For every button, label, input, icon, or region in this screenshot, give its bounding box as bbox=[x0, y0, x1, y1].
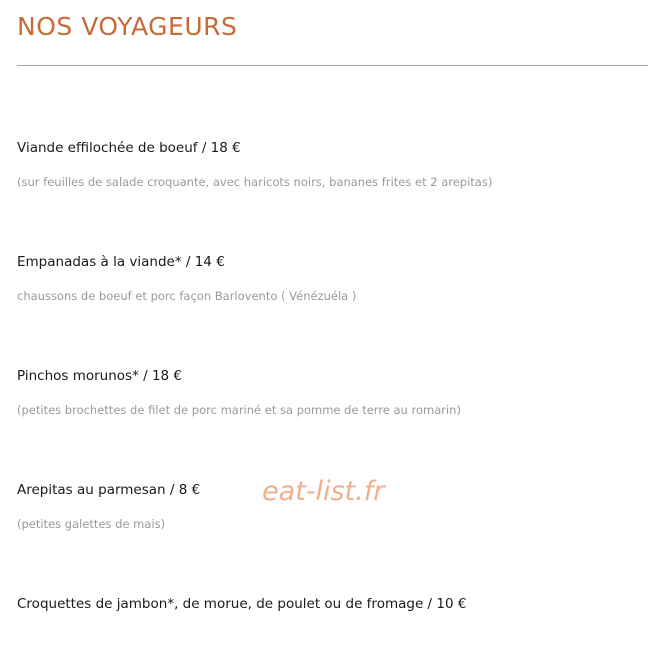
dish-name: Croquettes de jambon*, de morue, de poulet ou de fromage / 10 € bbox=[17, 596, 467, 612]
page-title: NOS VOYAGEURS bbox=[17, 12, 238, 41]
dish-description: (sur feuilles de salade croquante, avec haricots noirs, bananes frites et 2 arepitas) bbox=[17, 175, 493, 189]
dish-description: (petites galettes de mais) bbox=[17, 517, 166, 531]
title-divider bbox=[17, 65, 648, 66]
menu-item bbox=[17, 594, 637, 614]
dish-description: (petites brochettes de filet de porc mariné et sa pomme de terre au romarin) bbox=[17, 403, 461, 417]
dish-description: chaussons de boeuf et porc façon Barlovento ( Vénézuéla ) bbox=[17, 289, 357, 303]
menu-item bbox=[17, 138, 637, 190]
dish-name: Viande effilochée de boeuf / 18 € bbox=[17, 140, 241, 156]
dish-name: Arepitas au parmesan / 8 € bbox=[17, 482, 201, 498]
dish-name: Pinchos morunos* / 18 € bbox=[17, 368, 183, 384]
watermark: eat-list.fr bbox=[262, 476, 385, 507]
dish-name: Empanadas à la viande* / 14 € bbox=[17, 254, 225, 270]
menu-item bbox=[17, 366, 637, 418]
menu-item bbox=[17, 252, 637, 304]
